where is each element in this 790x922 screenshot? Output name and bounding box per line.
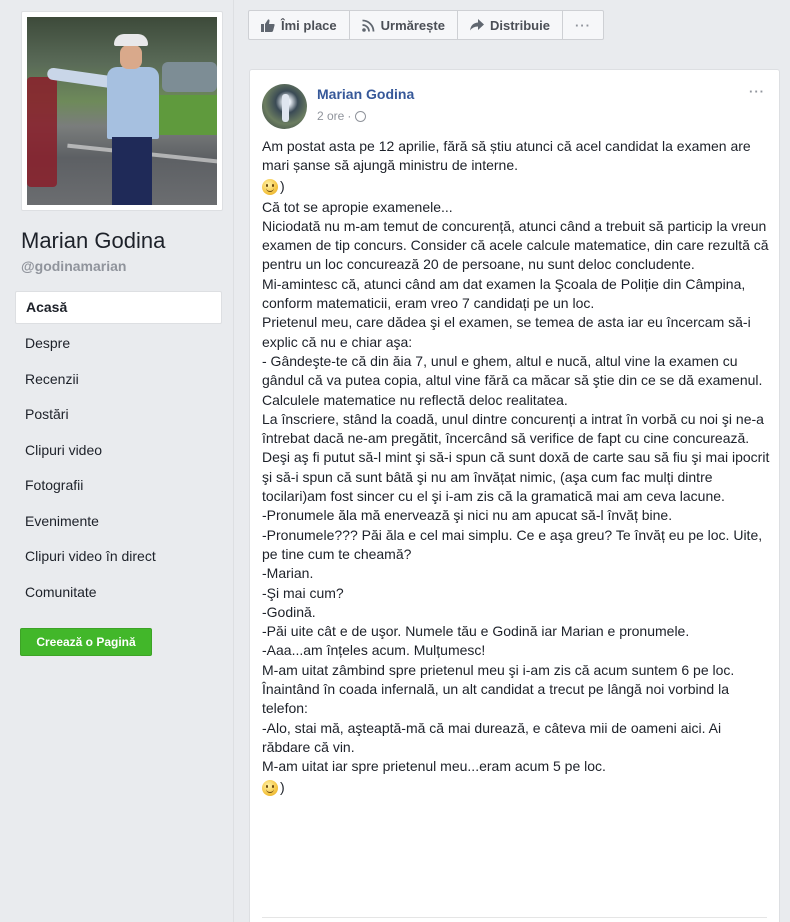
nav-item-reviews[interactable]: Recenzii bbox=[25, 370, 79, 387]
post-line: -Marian. bbox=[262, 565, 314, 582]
post-line: Că tot se apropie examenele... bbox=[262, 198, 453, 215]
post-line: Prietenul meu, care dădea şi el examen, se temea de asta iar eu încercam să-i explic că nu e chiar aşa: bbox=[262, 314, 751, 350]
post-line: M-am uitat zâmbind spre prietenul meu şi i-am zis că acum suntem 6 pe loc. Înaintând în coada infernală, un alt candidat a trecut pe lângă noi vorbind la telefon: bbox=[262, 661, 735, 717]
post-meta bbox=[317, 109, 366, 123]
nav-item-home[interactable]: Acasă bbox=[15, 291, 222, 324]
share-arrow-icon bbox=[470, 19, 484, 31]
share-page-button[interactable] bbox=[458, 11, 563, 39]
page-name[interactable]: Marian Godina bbox=[21, 228, 166, 253]
meta-separator: · bbox=[347, 109, 352, 123]
post-line: -Alo, stai mă, aşteaptă-mă că mai durează, e câteva mii de oameni aici. Ai răbdare că vin. bbox=[262, 719, 722, 755]
post-line: -Aaa...am înțeles acum. Mulțumesc! bbox=[262, 642, 486, 659]
more-options-button[interactable] bbox=[563, 11, 603, 39]
emoji-suffix: ) bbox=[280, 778, 285, 795]
post-line: Niciodată nu m-am temut de concurență, atunci când a trebuit să particip la vreun examen de tip concurs. Consider că acele calcule matematice, din care rezultă că pentru un loc concurează 20 de persoane, nu sunt deloc concludente. bbox=[262, 217, 769, 273]
nav-item-community[interactable]: Comunitate bbox=[25, 583, 97, 600]
emoji-suffix: ) bbox=[280, 177, 285, 194]
post-options-icon[interactable]: ··· bbox=[749, 84, 765, 99]
thumbs-up-icon bbox=[261, 19, 275, 32]
smiley-emoji-icon bbox=[262, 179, 278, 195]
post-line: -Pronumele??? Păi ăla e cel mai simplu. Ce e aşa greu? Te învăț eu pe loc. Uite, pe tine cum te cheamă? bbox=[262, 526, 763, 562]
post-line: Mi-amintesc că, atunci când am dat examen la Şcoala de Poliție din Câmpina, conform matematicii, eram vreo 7 candidați pe un loc. bbox=[262, 275, 746, 312]
author-avatar[interactable] bbox=[262, 84, 307, 129]
share-page-label: Distribuie bbox=[489, 17, 550, 33]
smiley-emoji-icon bbox=[262, 780, 278, 796]
nav-item-live-videos[interactable]: Clipuri video în direct bbox=[25, 548, 156, 564]
nav-item-posts[interactable]: Postări bbox=[25, 406, 69, 422]
nav-item-videos[interactable]: Clipuri video bbox=[25, 441, 103, 458]
globe-icon[interactable] bbox=[355, 111, 366, 122]
rss-icon bbox=[362, 19, 375, 32]
post-line: M-am uitat iar spre prietenul meu...eram acum 5 pe loc. bbox=[262, 758, 606, 775]
post-timestamp[interactable]: 2 ore bbox=[317, 109, 345, 123]
post-card bbox=[249, 69, 780, 922]
profile-picture[interactable] bbox=[21, 11, 223, 211]
follow-page-label: Urmărește bbox=[380, 17, 445, 33]
like-page-button[interactable] bbox=[249, 11, 350, 39]
page-handle[interactable]: @godinamarian bbox=[21, 258, 127, 274]
left-sidebar bbox=[0, 0, 234, 922]
post-body bbox=[262, 137, 772, 799]
emoji-line-end bbox=[262, 777, 772, 799]
create-page-button[interactable]: Creează o Pagină bbox=[20, 628, 152, 656]
like-page-label: Îmi place bbox=[281, 17, 337, 33]
post-line: La înscriere, stând la coadă, unul dintre concurenți a intrat în vorbă cu noi şi ne-a întrebat dacă ne-am pregătit, încercând să verifice de fapt cu cine concurează. Deşi aş fi putut să-l mint şi să-i spun că sunt doxă de carte sau să fiu şi mai ipocrit şi să-i spun că sunt bâtă şi nu am învățat nimic, (aşa cum fac mulți dintre tocilari)am fost sincer cu el şi i-am zis că la gramatică mai am ceva lacune. bbox=[262, 410, 770, 505]
post-line: -Păi uite cât e de uşor. Numele tău e Godină iar Marian e pronumele. bbox=[262, 623, 690, 640]
post-line: -Şi mai cum? bbox=[262, 584, 344, 601]
post-author-link[interactable]: Marian Godina bbox=[317, 86, 415, 102]
post-line: -Godină. bbox=[262, 603, 316, 620]
post-line: - Gândeşte-te că din ăia 7, unul e ghem, altul e nucă, altul vine la examen cu gândul că va putea copia, altul vine fără ca măcar să ştie din ce se dă examenul. Calculele matematice nu reflectă deloc realitatea. bbox=[262, 352, 763, 408]
post-divider bbox=[262, 917, 767, 918]
nav-item-photos[interactable]: Fotografii bbox=[25, 477, 84, 493]
follow-page-button[interactable] bbox=[350, 11, 458, 39]
post-intro: Am postat asta pe 12 aprilie, fără să știu atunci că acel candidat la examen are mari șanse să ajungă ministru de interne. bbox=[262, 138, 751, 174]
post-line: -Pronumele ăla mă enervează şi nici nu am apucat să-l învăț bine. bbox=[262, 507, 673, 524]
page-action-bar bbox=[248, 10, 604, 40]
more-icon: ··· bbox=[574, 17, 591, 33]
profile-photo-police-officer bbox=[27, 17, 217, 205]
page-nav bbox=[15, 291, 222, 610]
emoji-line bbox=[262, 176, 772, 198]
nav-item-events[interactable]: Evenimente bbox=[25, 512, 99, 529]
nav-item-about[interactable]: Despre bbox=[25, 335, 71, 351]
